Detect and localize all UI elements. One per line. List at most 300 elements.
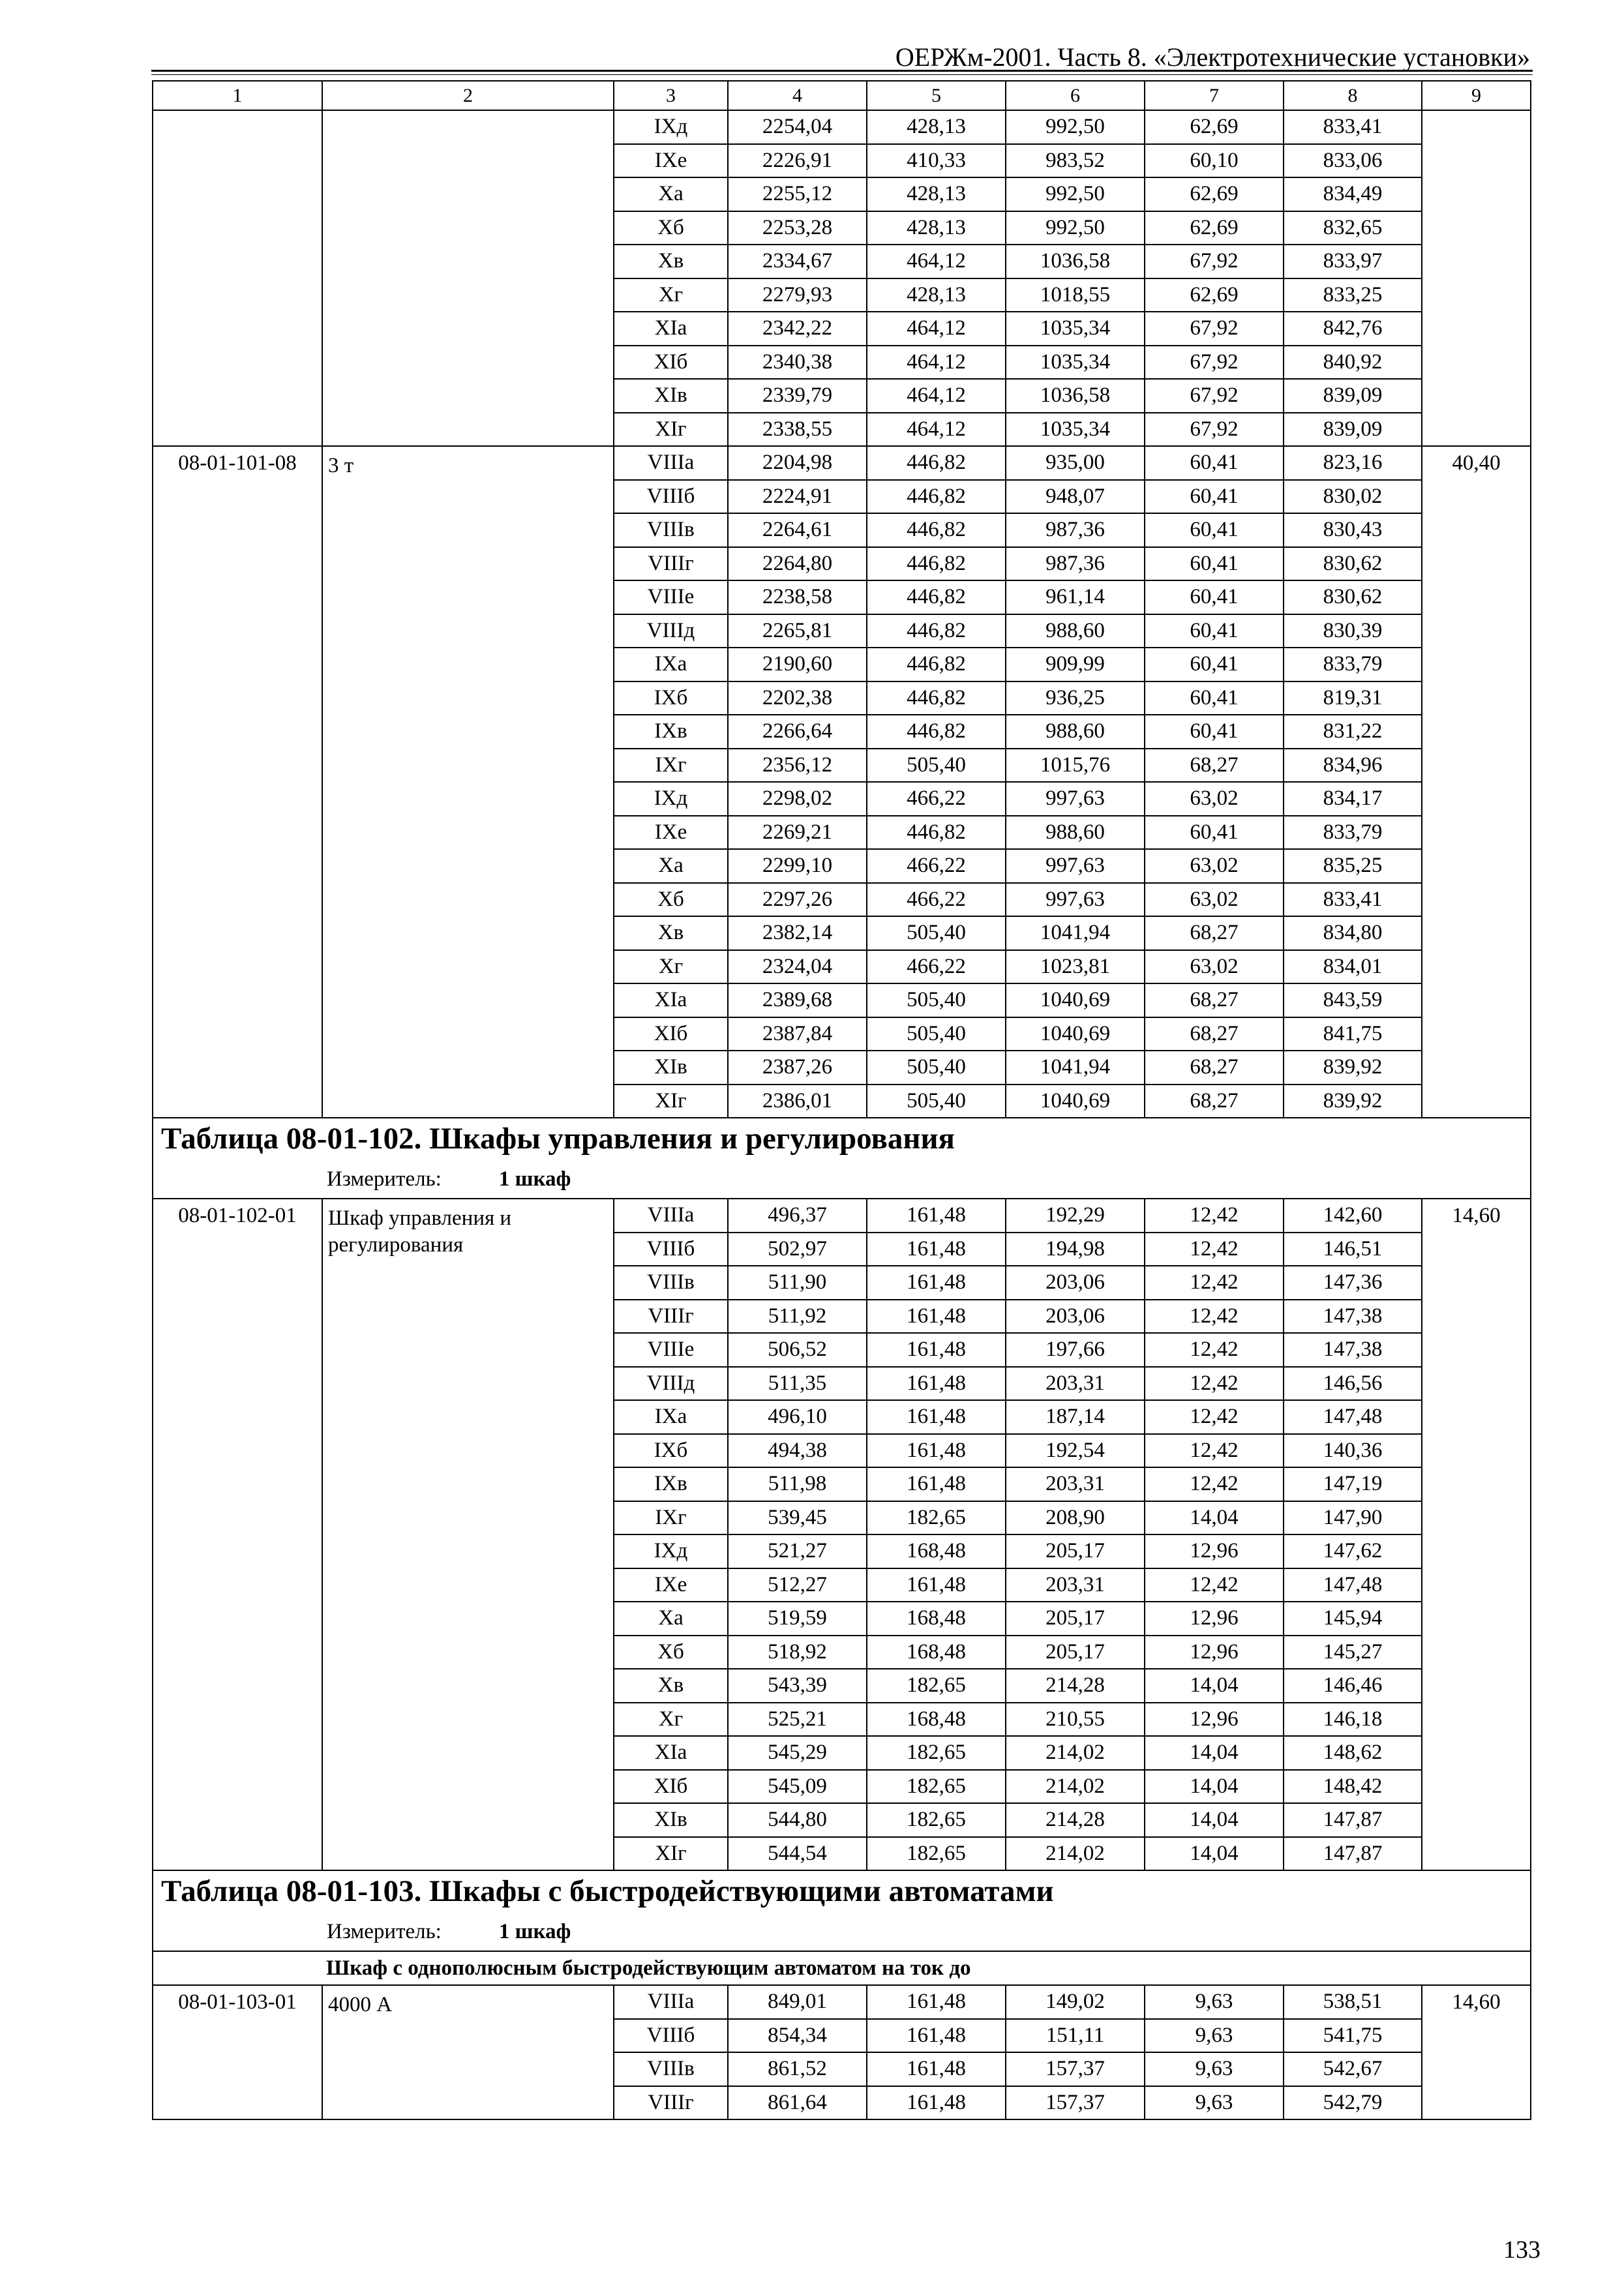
- value-cell: 428,13: [867, 278, 1006, 312]
- value-cell: 182,65: [867, 1501, 1006, 1535]
- region-cell: VIIIб: [614, 480, 728, 514]
- value-cell: 182,65: [867, 1736, 1006, 1770]
- value-cell: 147,90: [1284, 1501, 1422, 1535]
- value-cell: 203,31: [1006, 1367, 1145, 1401]
- value-cell: 12,42: [1145, 1467, 1284, 1501]
- value-cell: 839,09: [1284, 379, 1422, 413]
- value-cell: 496,10: [728, 1400, 867, 1434]
- value-cell: 840,92: [1284, 346, 1422, 380]
- group-103-01-col9-cell: 14,60: [1422, 1985, 1531, 2119]
- value-cell: 839,92: [1284, 1085, 1422, 1118]
- value-cell: 511,98: [728, 1467, 867, 1501]
- code-cell: [153, 110, 322, 446]
- value-cell: 2298,02: [728, 782, 867, 816]
- region-cell: ХIа: [614, 1736, 728, 1770]
- value-cell: 147,38: [1284, 1300, 1422, 1334]
- value-cell: 446,82: [867, 715, 1006, 749]
- value-cell: 997,63: [1006, 883, 1145, 917]
- value-cell: 168,48: [867, 1703, 1006, 1737]
- value-cell: 68,27: [1145, 1085, 1284, 1118]
- value-cell: 2279,93: [728, 278, 867, 312]
- value-cell: 833,97: [1284, 245, 1422, 278]
- value-cell: 161,48: [867, 1367, 1006, 1401]
- table-row: [153, 446, 1531, 480]
- value-cell: 203,06: [1006, 1266, 1145, 1300]
- col9-cell: [1422, 110, 1531, 446]
- value-cell: 60,41: [1145, 446, 1284, 480]
- rates-table: [152, 80, 1531, 2120]
- value-cell: 161,48: [867, 1568, 1006, 1602]
- value-cell: 2387,84: [728, 1017, 867, 1051]
- value-cell: 466,22: [867, 883, 1006, 917]
- value-cell: 63,02: [1145, 782, 1284, 816]
- value-cell: 9,63: [1145, 1985, 1284, 2019]
- value-cell: 210,55: [1006, 1703, 1145, 1737]
- value-cell: 68,27: [1145, 749, 1284, 783]
- region-cell: Ха: [614, 1602, 728, 1636]
- region-cell: IХг: [614, 749, 728, 783]
- value-cell: 988,60: [1006, 614, 1145, 648]
- value-cell: 145,27: [1284, 1636, 1422, 1669]
- value-cell: 2334,67: [728, 245, 867, 278]
- value-cell: 992,50: [1006, 110, 1145, 144]
- value-cell: 832,65: [1284, 211, 1422, 245]
- column-number: 3: [614, 81, 728, 110]
- region-cell: ХIг: [614, 413, 728, 447]
- value-cell: 834,96: [1284, 749, 1422, 783]
- value-cell: 161,48: [867, 2019, 1006, 2053]
- value-cell: 12,42: [1145, 1400, 1284, 1434]
- value-cell: 194,98: [1006, 1233, 1145, 1266]
- value-cell: 834,49: [1284, 177, 1422, 211]
- value-cell: 63,02: [1145, 950, 1284, 984]
- value-cell: 505,40: [867, 749, 1006, 783]
- value-cell: 505,40: [867, 1051, 1006, 1085]
- region-cell: ХIб: [614, 1770, 728, 1804]
- region-cell: IХе: [614, 144, 728, 178]
- value-cell: 861,64: [728, 2086, 867, 2120]
- value-cell: 992,50: [1006, 177, 1145, 211]
- header-divider: [151, 74, 1533, 75]
- value-cell: 161,48: [867, 1434, 1006, 1468]
- value-cell: 1023,81: [1006, 950, 1145, 984]
- group-101-08-name-cell: 3 т: [322, 446, 614, 1118]
- value-cell: 12,42: [1145, 1568, 1284, 1602]
- value-cell: 464,12: [867, 413, 1006, 447]
- value-cell: 205,17: [1006, 1636, 1145, 1669]
- value-cell: 60,41: [1145, 715, 1284, 749]
- value-cell: 214,28: [1006, 1803, 1145, 1837]
- value-cell: 992,50: [1006, 211, 1145, 245]
- value-cell: 511,90: [728, 1266, 867, 1300]
- value-cell: 161,48: [867, 1199, 1006, 1233]
- value-cell: 519,59: [728, 1602, 867, 1636]
- value-cell: 14,04: [1145, 1803, 1284, 1837]
- region-cell: Хг: [614, 950, 728, 984]
- value-cell: 833,79: [1284, 648, 1422, 681]
- region-cell: Хв: [614, 1669, 728, 1703]
- value-cell: 161,48: [867, 1400, 1006, 1434]
- column-number: 9: [1422, 81, 1531, 110]
- value-cell: 841,75: [1284, 1017, 1422, 1051]
- value-cell: 62,69: [1145, 278, 1284, 312]
- unit-label: Измеритель:: [327, 1167, 442, 1191]
- value-cell: 525,21: [728, 1703, 867, 1737]
- region-cell: ХIа: [614, 983, 728, 1017]
- value-cell: 146,56: [1284, 1367, 1422, 1401]
- value-cell: 446,82: [867, 446, 1006, 480]
- value-cell: 182,65: [867, 1837, 1006, 1871]
- value-cell: 987,36: [1006, 513, 1145, 547]
- value-cell: 948,07: [1006, 480, 1145, 514]
- value-cell: 147,62: [1284, 1534, 1422, 1568]
- region-cell: VIIIг: [614, 2086, 728, 2120]
- column-number: 2: [322, 81, 614, 110]
- value-cell: 205,17: [1006, 1602, 1145, 1636]
- column-number: 6: [1006, 81, 1145, 110]
- value-cell: 446,82: [867, 614, 1006, 648]
- region-cell: IХг: [614, 1501, 728, 1535]
- value-cell: 62,69: [1145, 177, 1284, 211]
- value-cell: 60,41: [1145, 580, 1284, 614]
- region-cell: VIIIа: [614, 446, 728, 480]
- unit-value: 1 шкаф: [498, 1920, 571, 1943]
- value-cell: 983,52: [1006, 144, 1145, 178]
- value-cell: 1040,69: [1006, 1017, 1145, 1051]
- value-cell: 140,36: [1284, 1434, 1422, 1468]
- value-cell: 68,27: [1145, 1017, 1284, 1051]
- region-cell: VIIIд: [614, 614, 728, 648]
- value-cell: 147,87: [1284, 1837, 1422, 1871]
- value-cell: 12,42: [1145, 1199, 1284, 1233]
- region-cell: Хб: [614, 1636, 728, 1669]
- region-cell: ХIб: [614, 346, 728, 380]
- value-cell: 147,19: [1284, 1467, 1422, 1501]
- value-cell: 12,96: [1145, 1534, 1284, 1568]
- value-cell: 2264,80: [728, 547, 867, 581]
- value-cell: 182,65: [867, 1803, 1006, 1837]
- value-cell: 12,42: [1145, 1367, 1284, 1401]
- value-cell: 997,63: [1006, 782, 1145, 816]
- region-cell: IХд: [614, 1534, 728, 1568]
- value-cell: 2382,14: [728, 916, 867, 950]
- table-title: Таблица 08-01-103. Шкафы с быстродействующими автоматами: [161, 1874, 1054, 1908]
- value-cell: 203,06: [1006, 1300, 1145, 1334]
- value-cell: 60,41: [1145, 513, 1284, 547]
- value-cell: 833,41: [1284, 883, 1422, 917]
- region-cell: ХIв: [614, 1051, 728, 1085]
- value-cell: 161,48: [867, 2086, 1006, 2120]
- value-cell: 214,02: [1006, 1770, 1145, 1804]
- value-cell: 997,63: [1006, 849, 1145, 883]
- value-cell: 464,12: [867, 312, 1006, 346]
- value-cell: 543,39: [728, 1669, 867, 1703]
- value-cell: 60,41: [1145, 681, 1284, 715]
- value-cell: 545,09: [728, 1770, 867, 1804]
- value-cell: 2324,04: [728, 950, 867, 984]
- value-cell: 67,92: [1145, 379, 1284, 413]
- value-cell: 538,51: [1284, 1985, 1422, 2019]
- region-cell: VIIIа: [614, 1985, 728, 2019]
- value-cell: 842,76: [1284, 312, 1422, 346]
- value-cell: 161,48: [867, 1333, 1006, 1367]
- value-cell: 446,82: [867, 648, 1006, 681]
- value-cell: 68,27: [1145, 1051, 1284, 1085]
- value-cell: 936,25: [1006, 681, 1145, 715]
- value-cell: 12,96: [1145, 1703, 1284, 1737]
- value-cell: 496,37: [728, 1199, 867, 1233]
- value-cell: 446,82: [867, 681, 1006, 715]
- value-cell: 428,13: [867, 211, 1006, 245]
- value-cell: 2299,10: [728, 849, 867, 883]
- subheading-cell: Шкаф с однополюсным быстродействующим автоматом на ток до: [153, 1951, 1531, 1985]
- group-102-01-col9-cell: 14,60: [1422, 1199, 1531, 1870]
- value-cell: 511,92: [728, 1300, 867, 1334]
- value-cell: 60,41: [1145, 816, 1284, 850]
- page-number: 133: [1503, 2236, 1541, 2264]
- value-cell: 839,92: [1284, 1051, 1422, 1085]
- value-cell: 68,27: [1145, 916, 1284, 950]
- value-cell: 161,48: [867, 1266, 1006, 1300]
- value-cell: 12,42: [1145, 1434, 1284, 1468]
- region-cell: IХд: [614, 110, 728, 144]
- value-cell: 819,31: [1284, 681, 1422, 715]
- value-cell: 446,82: [867, 480, 1006, 514]
- value-cell: 2226,91: [728, 144, 867, 178]
- value-cell: 505,40: [867, 916, 1006, 950]
- value-cell: 446,82: [867, 547, 1006, 581]
- value-cell: 2224,91: [728, 480, 867, 514]
- value-cell: 2255,12: [728, 177, 867, 211]
- value-cell: 214,02: [1006, 1837, 1145, 1871]
- value-cell: 830,62: [1284, 580, 1422, 614]
- value-cell: 63,02: [1145, 849, 1284, 883]
- value-cell: 182,65: [867, 1770, 1006, 1804]
- value-cell: 161,48: [867, 1985, 1006, 2019]
- value-cell: 168,48: [867, 1636, 1006, 1669]
- unit-line: [161, 1907, 1530, 1943]
- region-cell: ХIб: [614, 1017, 728, 1051]
- value-cell: 834,80: [1284, 916, 1422, 950]
- region-cell: IХб: [614, 681, 728, 715]
- page-header: [151, 38, 1533, 72]
- value-cell: 833,41: [1284, 110, 1422, 144]
- region-cell: VIIIв: [614, 513, 728, 547]
- value-cell: 60,41: [1145, 480, 1284, 514]
- region-cell: ХIа: [614, 312, 728, 346]
- region-cell: IХб: [614, 1434, 728, 1468]
- value-cell: 1015,76: [1006, 749, 1145, 783]
- value-cell: 512,27: [728, 1568, 867, 1602]
- region-cell: Ха: [614, 849, 728, 883]
- table-102-header: [153, 1118, 1531, 1199]
- value-cell: 446,82: [867, 816, 1006, 850]
- value-cell: 1041,94: [1006, 1051, 1145, 1085]
- value-cell: 464,12: [867, 245, 1006, 278]
- value-cell: 544,54: [728, 1837, 867, 1871]
- value-cell: 1035,34: [1006, 346, 1145, 380]
- value-cell: 834,17: [1284, 782, 1422, 816]
- value-cell: 1040,69: [1006, 1085, 1145, 1118]
- value-cell: 168,48: [867, 1602, 1006, 1636]
- group-102-01-name-cell: Шкаф управления и регулирования: [322, 1199, 614, 1870]
- value-cell: 831,22: [1284, 715, 1422, 749]
- value-cell: 854,34: [728, 2019, 867, 2053]
- value-cell: 9,63: [1145, 2019, 1284, 2053]
- value-cell: 2356,12: [728, 749, 867, 783]
- value-cell: 849,01: [728, 1985, 867, 2019]
- value-cell: 1035,34: [1006, 413, 1145, 447]
- value-cell: 544,80: [728, 1803, 867, 1837]
- column-number: 5: [867, 81, 1006, 110]
- section-header-cell: [153, 1118, 1531, 1199]
- value-cell: 146,51: [1284, 1233, 1422, 1266]
- value-cell: 146,46: [1284, 1669, 1422, 1703]
- region-cell: ХIг: [614, 1837, 728, 1871]
- value-cell: 833,79: [1284, 816, 1422, 850]
- value-cell: 830,02: [1284, 480, 1422, 514]
- group-103-01-code-cell: 08-01-103-01: [153, 1985, 322, 2119]
- region-cell: IХв: [614, 1467, 728, 1501]
- value-cell: 197,66: [1006, 1333, 1145, 1367]
- value-cell: 12,42: [1145, 1233, 1284, 1266]
- value-cell: 909,99: [1006, 648, 1145, 681]
- name-cell: [322, 110, 614, 446]
- value-cell: 505,40: [867, 1017, 1006, 1051]
- value-cell: 428,13: [867, 177, 1006, 211]
- value-cell: 2269,21: [728, 816, 867, 850]
- value-cell: 157,37: [1006, 2052, 1145, 2086]
- group-102-01-code-cell: 08-01-102-01: [153, 1199, 322, 1870]
- value-cell: 214,28: [1006, 1669, 1145, 1703]
- value-cell: 147,87: [1284, 1803, 1422, 1837]
- region-cell: IХе: [614, 1568, 728, 1602]
- value-cell: 2386,01: [728, 1085, 867, 1118]
- unit-label: Измеритель:: [327, 1920, 442, 1943]
- value-cell: 1036,58: [1006, 379, 1145, 413]
- value-cell: 147,38: [1284, 1333, 1422, 1367]
- value-cell: 830,43: [1284, 513, 1422, 547]
- column-number: 7: [1145, 81, 1284, 110]
- value-cell: 14,04: [1145, 1736, 1284, 1770]
- value-cell: 67,92: [1145, 346, 1284, 380]
- value-cell: 833,25: [1284, 278, 1422, 312]
- region-cell: VIIIг: [614, 1300, 728, 1334]
- value-cell: 521,27: [728, 1534, 867, 1568]
- value-cell: 203,31: [1006, 1568, 1145, 1602]
- value-cell: 2297,26: [728, 883, 867, 917]
- value-cell: 14,04: [1145, 1770, 1284, 1804]
- value-cell: 518,92: [728, 1636, 867, 1669]
- region-cell: VIIIг: [614, 547, 728, 581]
- value-cell: 823,16: [1284, 446, 1422, 480]
- value-cell: 542,79: [1284, 2086, 1422, 2120]
- value-cell: 1035,34: [1006, 312, 1145, 346]
- region-cell: Хб: [614, 211, 728, 245]
- value-cell: 192,54: [1006, 1434, 1145, 1468]
- region-cell: IХе: [614, 816, 728, 850]
- table-row: [153, 110, 1531, 144]
- value-cell: 466,22: [867, 950, 1006, 984]
- region-cell: VIIIв: [614, 2052, 728, 2086]
- value-cell: 182,65: [867, 1669, 1006, 1703]
- value-cell: 146,18: [1284, 1703, 1422, 1737]
- value-cell: 60,41: [1145, 614, 1284, 648]
- value-cell: 466,22: [867, 849, 1006, 883]
- region-cell: VIIIе: [614, 580, 728, 614]
- value-cell: 12,42: [1145, 1333, 1284, 1367]
- value-cell: 834,01: [1284, 950, 1422, 984]
- value-cell: 410,33: [867, 144, 1006, 178]
- value-cell: 14,04: [1145, 1501, 1284, 1535]
- value-cell: 68,27: [1145, 983, 1284, 1017]
- value-cell: 2342,22: [728, 312, 867, 346]
- region-cell: Хб: [614, 883, 728, 917]
- value-cell: 502,97: [728, 1233, 867, 1266]
- column-number: 8: [1284, 81, 1422, 110]
- region-cell: IХд: [614, 782, 728, 816]
- table-103-header: [153, 1870, 1531, 1951]
- table-row: [153, 1985, 1531, 2019]
- region-cell: ХIв: [614, 379, 728, 413]
- value-cell: 148,62: [1284, 1736, 1422, 1770]
- value-cell: 2202,38: [728, 681, 867, 715]
- value-cell: 192,29: [1006, 1199, 1145, 1233]
- value-cell: 9,63: [1145, 2052, 1284, 2086]
- value-cell: 506,52: [728, 1333, 867, 1367]
- value-cell: 145,94: [1284, 1602, 1422, 1636]
- value-cell: 214,02: [1006, 1736, 1145, 1770]
- value-cell: 60,41: [1145, 547, 1284, 581]
- value-cell: 67,92: [1145, 312, 1284, 346]
- value-cell: 830,62: [1284, 547, 1422, 581]
- value-cell: 2340,38: [728, 346, 867, 380]
- value-cell: 1036,58: [1006, 245, 1145, 278]
- group-101-08-code-cell: 08-01-101-08: [153, 446, 322, 1118]
- region-cell: ХIг: [614, 1085, 728, 1118]
- value-cell: 2204,98: [728, 446, 867, 480]
- region-cell: IХв: [614, 715, 728, 749]
- value-cell: 2266,64: [728, 715, 867, 749]
- value-cell: 149,02: [1006, 1985, 1145, 2019]
- value-cell: 2190,60: [728, 648, 867, 681]
- value-cell: 861,52: [728, 2052, 867, 2086]
- value-cell: 1041,94: [1006, 916, 1145, 950]
- value-cell: 205,17: [1006, 1534, 1145, 1568]
- subheading-row: [153, 1951, 1531, 1985]
- value-cell: 505,40: [867, 1085, 1006, 1118]
- value-cell: 1040,69: [1006, 983, 1145, 1017]
- value-cell: 2389,68: [728, 983, 867, 1017]
- value-cell: 494,38: [728, 1434, 867, 1468]
- value-cell: 2338,55: [728, 413, 867, 447]
- value-cell: 148,42: [1284, 1770, 1422, 1804]
- value-cell: 161,48: [867, 2052, 1006, 2086]
- value-cell: 147,48: [1284, 1568, 1422, 1602]
- value-cell: 62,69: [1145, 110, 1284, 144]
- value-cell: 935,00: [1006, 446, 1145, 480]
- section-header-cell: [153, 1870, 1531, 1951]
- value-cell: 843,59: [1284, 983, 1422, 1017]
- column-number: 1: [153, 81, 322, 110]
- value-cell: 147,36: [1284, 1266, 1422, 1300]
- value-cell: 151,11: [1006, 2019, 1145, 2053]
- value-cell: 830,39: [1284, 614, 1422, 648]
- value-cell: 2238,58: [728, 580, 867, 614]
- value-cell: 505,40: [867, 983, 1006, 1017]
- value-cell: 12,96: [1145, 1636, 1284, 1669]
- value-cell: 2339,79: [728, 379, 867, 413]
